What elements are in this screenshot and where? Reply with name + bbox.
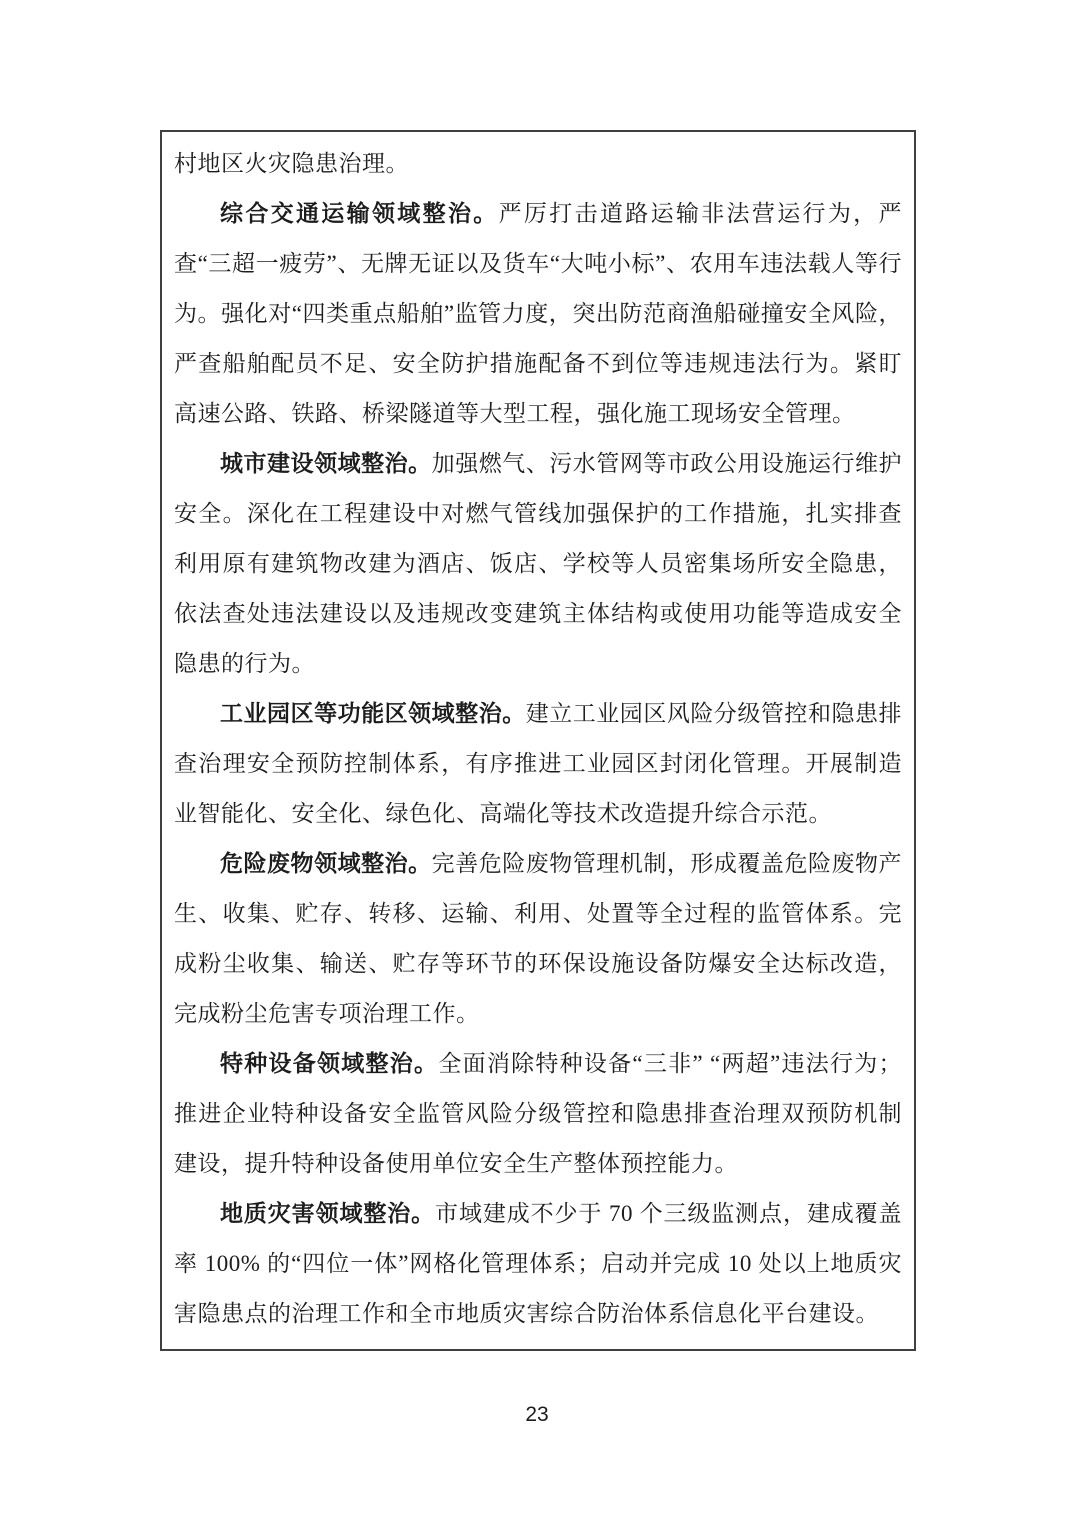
paragraph-body: 村地区火灾隐患治理。: [174, 151, 409, 176]
paragraph-continuation: [174, 139, 902, 189]
paragraph-transport: [174, 189, 902, 439]
paragraph-body: 全面消除特种设备“三非” “两超”违法行为；推进企业特种设备安全监管风险分级管控和隐患排查治理双预防机制建设，提升特种设备使用单位安全生产整体预控能力。: [174, 1051, 903, 1176]
paragraph-body: 市域建成不少于 70 个三级监测点，建成覆盖率 100% 的“四位一体”网格化管理体系；启动并完成 10 处以上地质灾害隐患点的治理工作和全市地质灾害综合防治体系信息化平台建设。: [174, 1201, 903, 1326]
paragraph-industrial-parks: [174, 689, 902, 839]
paragraph-body: 严厉打击道路运输非法营运行为，严查“三超一疲劳”、无牌无证以及货车“大吨小标”、农用车违法载人等行为。强化对“四类重点船舶”监管力度，突出防范商渔船碰撞安全风险，严查船舶配员不足、安全防护措施配备不到位等违规违法行为。紧盯高速公路、铁路、桥梁隧道等大型工程，强化施工现场安全管理。: [174, 201, 903, 426]
page-number: 23: [525, 1403, 549, 1426]
paragraph-body: 完善危险废物管理机制，形成覆盖危险废物产生、收集、贮存、转移、运输、利用、处置等全过程的监管体系。完成粉尘收集、输送、贮存等环节的环保设施设备防爆安全达标改造，完成粉尘危害专项治理工作。: [174, 851, 903, 1026]
paragraph-body: 建立工业园区风险分级管控和隐患排查治理安全预防控制体系，有序推进工业园区封闭化管理。开展制造业智能化、安全化、绿色化、高端化等技术改造提升综合示范。: [174, 701, 903, 826]
paragraph-urban-construction: [174, 439, 902, 689]
paragraph-body: 加强燃气、污水管网等市政公用设施运行维护安全。深化在工程建设中对燃气管线加强保护的工作措施，扎实排查利用原有建筑物改建为酒店、饭店、学校等人员密集场所安全隐患，依法查处违法建设以及违规改变建筑主体结构或使用功能等造成安全隐患的行为。: [174, 451, 903, 676]
paragraph-lead: 综合交通运输领域整治。: [220, 201, 499, 226]
paragraph-lead: 特种设备领域整治。: [220, 1051, 439, 1076]
document-text-frame: [160, 130, 916, 1351]
paragraph-geological-hazard: [174, 1189, 902, 1339]
paragraph-lead: 地质灾害领域整治。: [220, 1201, 436, 1226]
paragraph-lead: 工业园区等功能区领域整治。: [220, 701, 526, 726]
paragraph-special-equipment: [174, 1039, 902, 1189]
paragraph-lead: 城市建设领域整治。: [220, 451, 432, 476]
paragraph-lead: 危险废物领域整治。: [220, 851, 432, 876]
paragraph-hazardous-waste: [174, 839, 902, 1039]
